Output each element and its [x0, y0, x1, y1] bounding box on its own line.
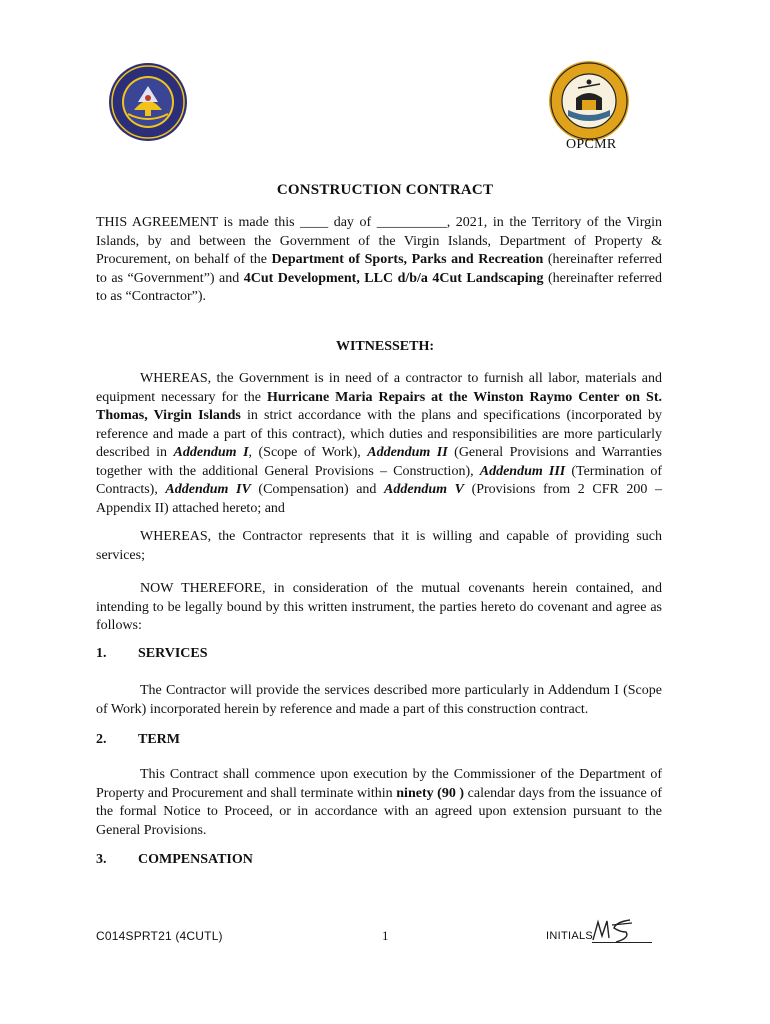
footer-initials-label: INITIALS — [546, 930, 594, 942]
addendum-5-ref: Addendum V — [384, 482, 464, 497]
whereas1-text-d: (General Provisions and Warranties together with the additional General Provisions – Construction), — [96, 445, 663, 479]
section-3-title: COMPENSATION — [138, 852, 253, 867]
addendum-3-ref: Addendum III — [479, 463, 566, 479]
section-3-number: 3. — [96, 852, 107, 867]
addendum-4-ref: Addendum IV — [165, 482, 251, 497]
whereas1-text-b: in strict accordance with the plans and specifications (incorporated by reference and made a part of this contract), which duties and responsibilities are more particularly described in — [96, 408, 662, 460]
seal-right-label: OPCMR — [566, 137, 617, 152]
term-duration: ninety (90 ) — [396, 785, 465, 801]
whereas1-text-a: WHEREAS, the Government is in need of a contractor to furnish all labor, materials and equipment necessary for the — [96, 371, 662, 405]
addendum-2-ref: Addendum II — [367, 445, 448, 460]
whereas1-text-f: (Compensation) and — [250, 482, 385, 497]
section-1-number: 1. — [96, 646, 107, 661]
contract-title: CONSTRUCTION CONTRACT — [276, 182, 494, 198]
whereas1-text-g: (Provisions from 2 CFR 200 – Appendix II) attached hereto; and — [96, 482, 663, 516]
section-2-heading — [96, 732, 180, 748]
footer-contract-code: C014SPRT21 (4CUTL) — [96, 929, 223, 943]
witnesseth-heading: WITNESSETH: — [335, 339, 435, 354]
section-1-title: SERVICES — [138, 646, 208, 661]
whereas1-text-e: (Termination of Contracts), — [96, 463, 663, 497]
whereas-paragraph-1 — [96, 370, 662, 518]
section-1-text: The Contractor will provide the services described more particularly in Addendum I (Scope of Work) incorporated herein by reference and made a part of this construction contract. — [96, 683, 662, 717]
addendum-1-ref: Addendum I — [173, 445, 249, 460]
footer-page-number: 1 — [382, 928, 389, 943]
intro-text-2: (hereinafter referred to as “Government”) and — [96, 252, 662, 286]
initials-signature-icon — [590, 916, 634, 944]
contractor-name: 4Cut Development, LLC d/b/a 4Cut Landscaping — [243, 270, 544, 286]
section-1-heading — [96, 646, 208, 662]
whereas-paragraph-2: WHEREAS, the Contractor represents that it is willing and capable of providing such services; — [96, 529, 662, 563]
intro-text-3: (hereinafter referred to as “Contractor”). — [96, 270, 662, 304]
whereas1-text-c: , (Scope of Work), — [248, 445, 368, 460]
section-2-text-b: calendar days from the issuance of the formal Notice to Proceed, or in accordance with an agreed upon extension pursuant to the General Provisions. — [96, 785, 662, 838]
section-2-text-a: This Contract shall commence upon execution by the Commissioner of the Department of Property and Procurement and shall terminate within — [96, 767, 662, 801]
project-name: Hurricane Maria Repairs at the Winston Raymo Center on St. Thomas, Virgin Islands — [96, 389, 662, 423]
now-therefore-paragraph: NOW THEREFORE, in consideration of the mutual covenants herein contained, and intending to be legally bound by this written instrument, the parties hereto do covenant and agree as follows: — [96, 581, 662, 633]
department-name: Department of Sports, Parks and Recreation — [271, 252, 544, 267]
section-2-number: 2. — [96, 732, 107, 747]
intro-paragraph — [96, 214, 662, 307]
government-seal-icon — [108, 62, 188, 142]
section-3-heading — [96, 852, 253, 868]
intro-text-1: THIS AGREEMENT is made this ____ day of __________, 2021, in the Territory of the Virgin Islands, by and between the Government of the Virgin Islands, Department of Property & Procurement, on behalf of the — [96, 215, 662, 267]
section-2-text — [96, 766, 662, 840]
section-2-title: TERM — [138, 732, 180, 747]
procurement-seal-icon — [548, 60, 630, 142]
